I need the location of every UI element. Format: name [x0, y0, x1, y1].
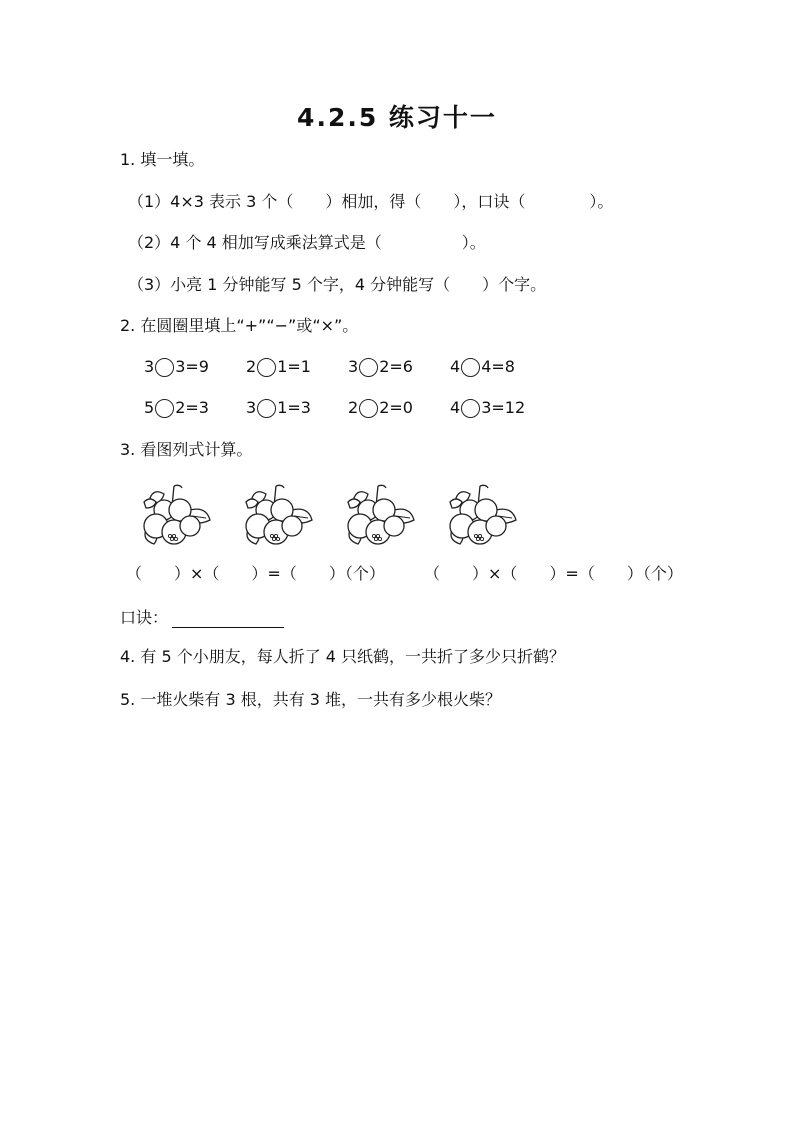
- q2-eq-2-3: [348, 398, 413, 418]
- q3-formula-1: （ ）×（ ）=（ ）（个）: [126, 564, 385, 583]
- result: 2=6: [379, 357, 413, 376]
- answer-circle[interactable]: [461, 399, 480, 418]
- berry-cluster-icon: [336, 480, 416, 548]
- berry-cluster-icon: [132, 480, 212, 548]
- q2-heading: 2. 在圆圈里填上“+”“−”或“×”。: [120, 316, 359, 335]
- answer-circle[interactable]: [155, 358, 174, 377]
- q2-eq-1-4: [450, 357, 515, 377]
- answer-circle[interactable]: [461, 358, 480, 377]
- q2-eq-1-1: [144, 357, 209, 377]
- operand: 5: [144, 398, 155, 417]
- operand: 2: [348, 398, 359, 417]
- page-title: 4.2.5 练习十一: [297, 103, 497, 132]
- answer-circle[interactable]: [155, 399, 174, 418]
- operand: 3: [348, 357, 359, 376]
- q1-item-3: （3）小亮 1 分钟能写 5 个字，4 分钟能写（ ）个字。: [128, 275, 547, 294]
- result: 4=8: [481, 357, 515, 376]
- result: 3=9: [175, 357, 209, 376]
- koujue-label: 口诀：: [120, 608, 169, 627]
- berry-cluster-icon: [234, 480, 314, 548]
- result: 2=0: [379, 398, 413, 417]
- q3-heading: 3. 看图列式计算。: [120, 440, 253, 459]
- q1-heading: 1. 填一填。: [120, 150, 205, 169]
- q2-eq-2-4: [450, 398, 525, 418]
- result: 1=1: [277, 357, 311, 376]
- q4-text: 4. 有 5 个小朋友，每人折了 4 只纸鹤，一共折了多少只折鹤？: [120, 647, 566, 666]
- operand: 3: [144, 357, 155, 376]
- q2-eq-1-3: [348, 357, 413, 377]
- answer-circle[interactable]: [359, 358, 378, 377]
- q3-koujue: [120, 608, 284, 628]
- result: 3=12: [481, 398, 526, 417]
- operand: 3: [246, 398, 257, 417]
- operand: 2: [246, 357, 257, 376]
- q2-eq-1-2: [246, 357, 311, 377]
- result: 2=3: [175, 398, 209, 417]
- berry-cluster-icon: [438, 480, 518, 548]
- answer-circle[interactable]: [359, 399, 378, 418]
- result: 1=3: [277, 398, 311, 417]
- answer-circle[interactable]: [257, 399, 276, 418]
- q1-item-2: （2）4 个 4 相加写成乘法算式是（ ）。: [128, 233, 486, 252]
- answer-circle[interactable]: [257, 358, 276, 377]
- q2-eq-2-2: [246, 398, 311, 418]
- operand: 4: [450, 357, 461, 376]
- q2-eq-2-1: [144, 398, 209, 418]
- koujue-answer-line[interactable]: [172, 611, 284, 628]
- q5-text: 5. 一堆火柴有 3 根，共有 3 堆，一共有多少根火柴？: [120, 690, 502, 709]
- q1-item-1: （1）4×3 表示 3 个（ ）相加，得（ ），口诀（ ）。: [128, 192, 614, 211]
- q3-formula-2: （ ）×（ ）=（ ）（个）: [424, 564, 683, 583]
- operand: 4: [450, 398, 461, 417]
